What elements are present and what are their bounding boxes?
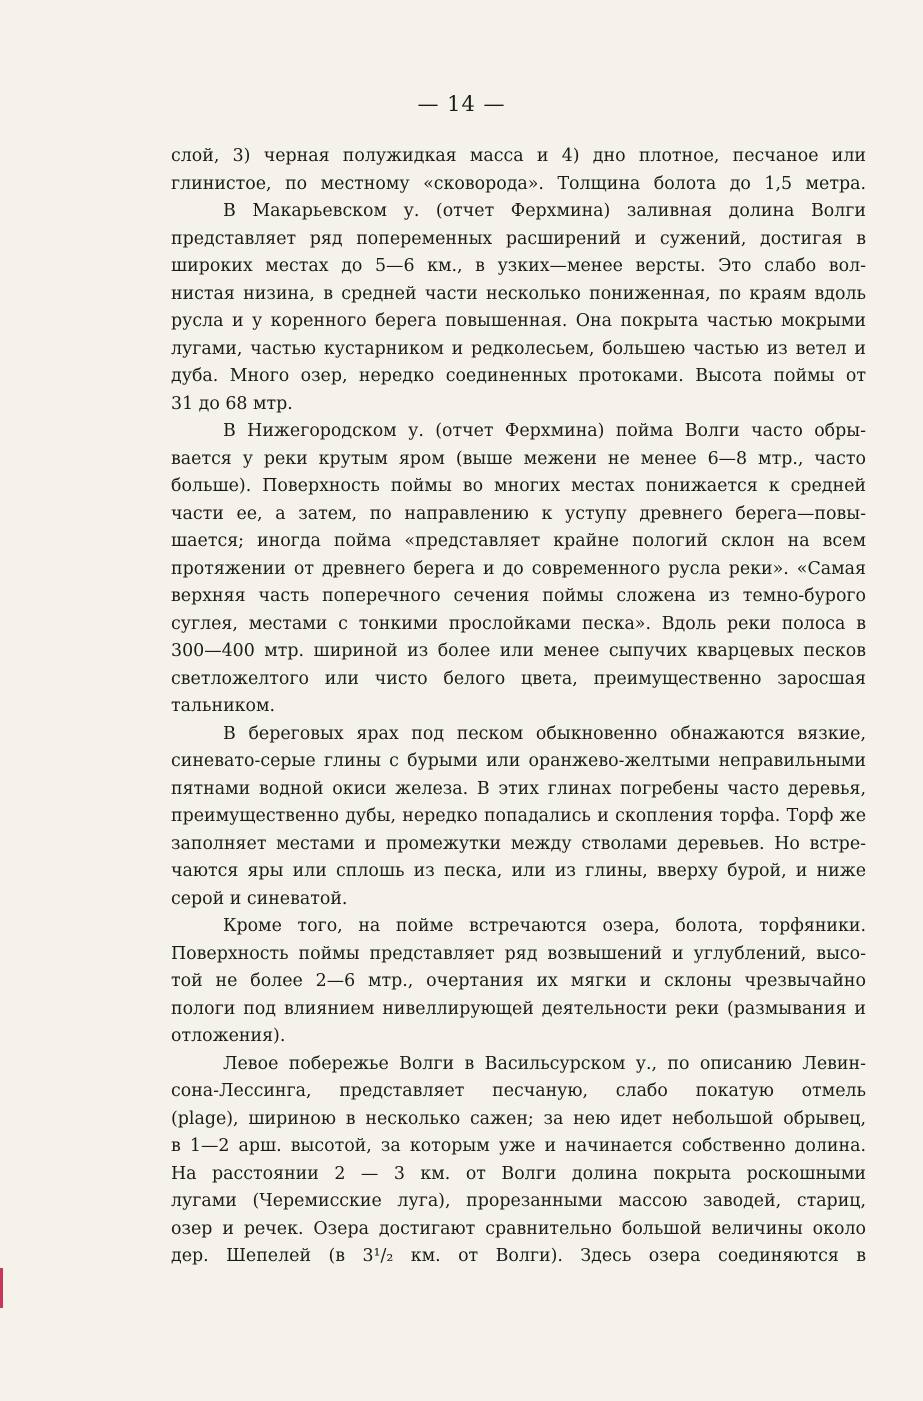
text-line: заполняет местами и промежутки между стволами деревьев. Но встре- <box>171 833 866 854</box>
page-number: — 14 — <box>417 92 506 116</box>
text-line: вается у реки крутым яром (выше межени не менее 6—8 мтр., часто <box>171 448 866 469</box>
margin-mark <box>0 1268 3 1308</box>
text-line: части ее, а затем, по направлению к уступу древнего берега—повы- <box>171 503 866 524</box>
text-line: 300—400 мтр. шириной из более или менее сыпучих кварцевых песков <box>171 641 866 661</box>
text-line: преимущественно дубы, нередко попадались и скопления торфа. Торф же <box>171 806 866 826</box>
text-line: светложелтого или чисто белого цвета, преимущественно заросшая <box>171 668 866 689</box>
paragraph <box>171 143 866 198</box>
text-line: той не более 2—6 мтр., очертания их мягки и склоны чрезвычайно <box>171 971 866 991</box>
body-text <box>171 143 866 1271</box>
text-line: пологи под влиянием нивеллирующей деятельности реки (размывания и <box>171 998 866 1019</box>
text-line: представляет ряд попеременных расширений и сужений, достигая в <box>171 228 866 249</box>
text-line: шается; иногда пойма «представляет крайне пологий склон на всем <box>171 531 866 551</box>
paragraph <box>171 721 866 914</box>
paragraph <box>171 418 866 721</box>
text-line: лугами (Черемисские луга), прорезанными массою заводей, стариц, <box>171 1191 866 1211</box>
text-line: (plage), шириною в несколько сажен; за нею идет небольшой обрывец, <box>171 1108 866 1129</box>
text-line: лугами, частью кустарником и редколесьем, большею частью из ветел и <box>171 338 866 359</box>
text-line: глинистое, по местному «сковорода». Толщина болота до 1,5 метра. <box>171 173 866 194</box>
paragraph <box>171 198 866 418</box>
text-line: слой, 3) черная полужидкая масса и 4) дно плотное, песчаное или <box>171 146 866 166</box>
text-line: широких местах до 5—6 км., в узких—менее версты. Это слабо вол- <box>171 256 866 276</box>
text-line: суглея, местами с тонкими прослойками песка». Вдоль реки полоса в <box>171 613 866 634</box>
text-line: синевато-серые глины с бурыми или оранжево-желтыми неправильными <box>171 751 866 771</box>
text-line: русла и у коренного берега повышенная. Она покрыта частью мокрыми <box>171 311 866 331</box>
text-line: Левое побережье Волги в Васильсурском у., по описанию Левин- <box>223 1053 866 1074</box>
text-line: отложения). <box>171 1026 286 1046</box>
text-line: Поверхность поймы представляет ряд возвышений и углублений, высо- <box>171 943 866 964</box>
paragraph <box>171 1051 866 1271</box>
text-line: сона-Лессинга, представляет песчаную, слабо покатую отмель <box>171 1081 866 1101</box>
text-line: 31 до 68 мтр. <box>171 393 293 414</box>
text-line: дер. Шепелей (в 3¹/₂ км. от Волги). Здесь озера соединяются в <box>171 1246 866 1266</box>
text-line: пятнами водной окиси железа. В этих глинах погребены часто деревья, <box>171 778 866 799</box>
paragraph <box>171 913 866 1051</box>
text-line: больше). Поверхность поймы во многих местах понижается к средней <box>171 476 866 496</box>
text-line: чаются яры или сплошь из песка, или из глины, вверху бурой, и ниже <box>171 861 866 881</box>
text-line: нистая низина, в средней части несколько пониженная, по краям вдоль <box>171 283 866 304</box>
text-line: Кроме того, на пойме встречаются озера, болота, торфяники. <box>223 916 866 936</box>
text-line: озер и речек. Озера достигают сравнительно большой величины около <box>171 1218 866 1239</box>
text-line: В Нижегородском у. (отчет Ферхмина) пойма Волги часто обры- <box>223 421 866 441</box>
text-line: в 1—2 арш. высотой, за которым уже и начинается собственно долина. <box>171 1136 866 1156</box>
text-line: протяжении от древнего берега и до современного русла реки». «Самая <box>171 558 866 579</box>
text-line: верхняя часть поперечного сечения поймы сложена из темно-бурого <box>171 586 866 606</box>
text-line: серой и синеватой. <box>171 888 348 909</box>
text-line: На расстоянии 2 — 3 км. от Волги долина покрыта роскошными <box>171 1163 866 1184</box>
text-line: дуба. Много озер, нередко соединенных протоками. Высота поймы от <box>171 366 866 386</box>
text-line: тальником. <box>171 696 276 716</box>
text-line: В Макарьевском у. (отчет Ферхмина) заливная долина Волги <box>223 201 866 221</box>
text-line: В береговых ярах под песком обыкновенно обнажаются вязкие, <box>223 723 866 744</box>
